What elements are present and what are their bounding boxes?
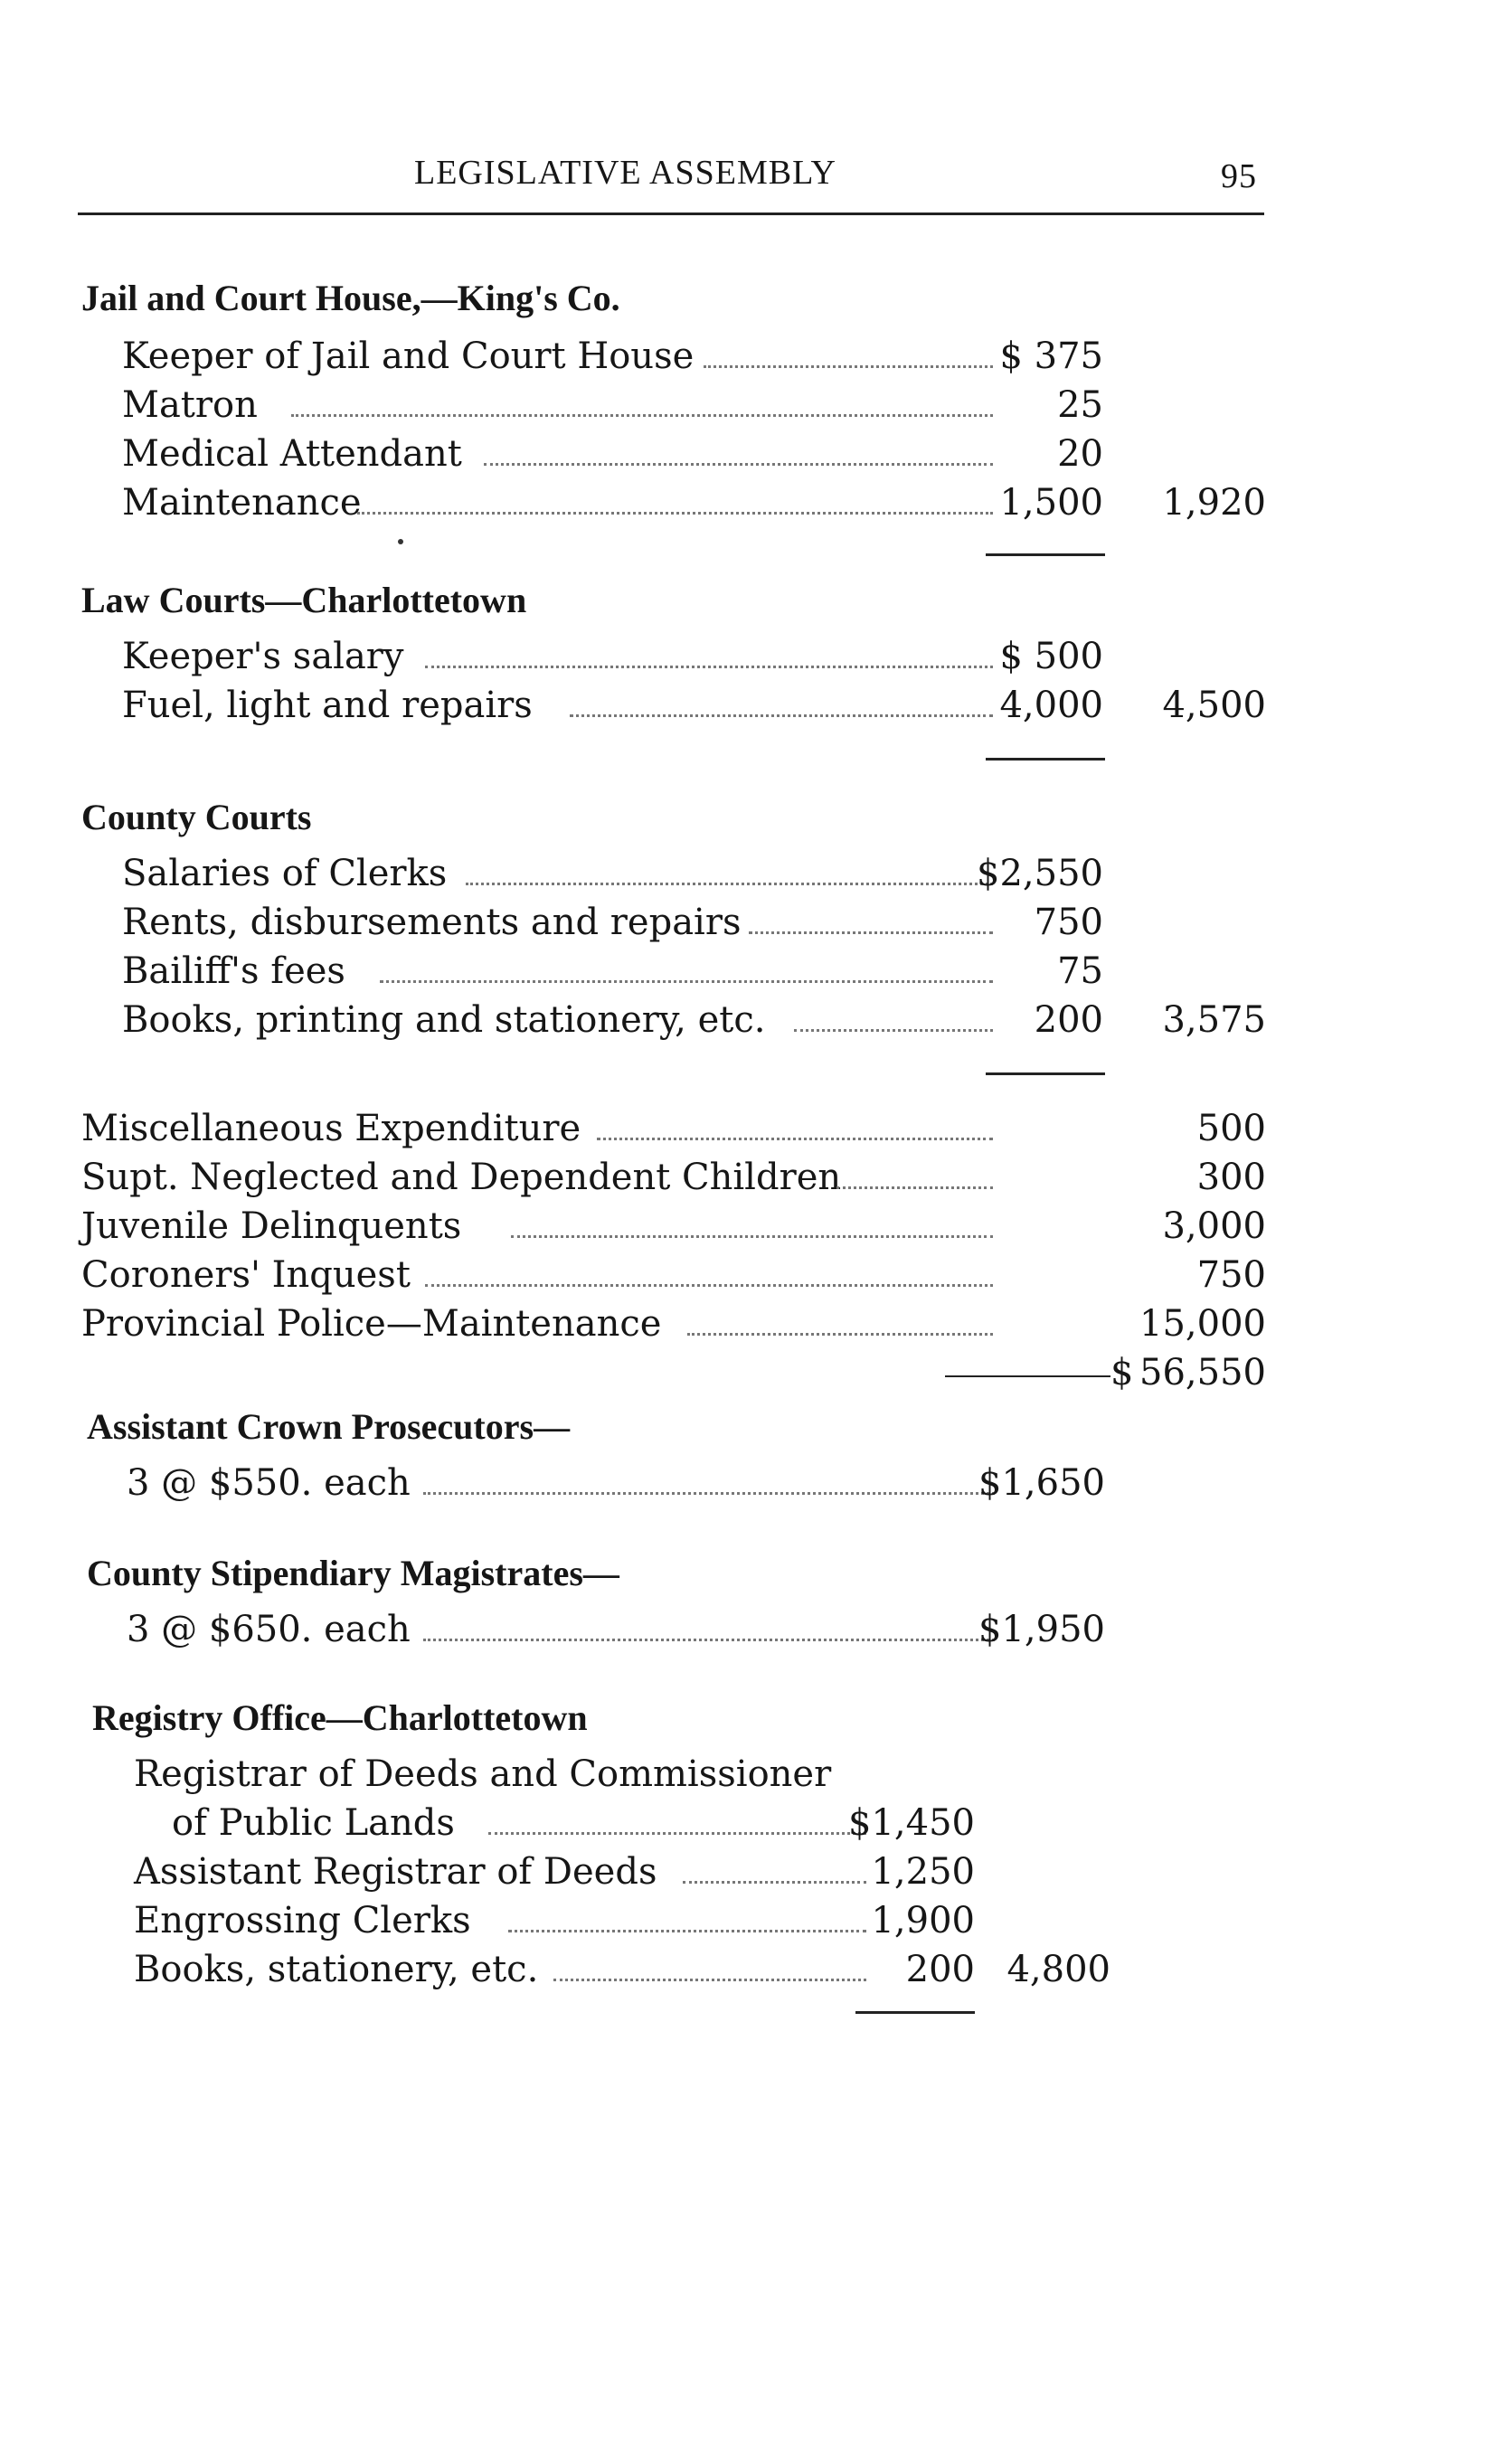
item-label: Rents, disbursements and repairs (122, 902, 742, 943)
section-heading: Registry Office—Charlottetown (92, 1697, 588, 1738)
subtotal-rule (986, 758, 1105, 761)
stray-dot (398, 539, 403, 544)
misc-label: Provincial Police—Maintenance (81, 1303, 662, 1345)
item-label: Registrar of Deeds and Commissioner (134, 1753, 832, 1795)
leader-dots (687, 1333, 993, 1336)
subtotal-rule (986, 1072, 1105, 1075)
section-heading: Law Courts—Charlottetown (81, 580, 527, 620)
item-label: Assistant Registrar of Deeds (134, 1851, 657, 1893)
leader-dots (553, 1979, 866, 1981)
item-label: Fuel, light and repairs (122, 685, 533, 726)
section-total: 4,500 (1162, 685, 1266, 726)
misc-label: Supt. Neglected and Dependent Children (81, 1157, 842, 1198)
page-number: 95 (1221, 157, 1257, 195)
misc-amount: 15,000 (1139, 1303, 1266, 1345)
misc-label: Miscellaneous Expenditure (81, 1108, 581, 1149)
leader-dots (291, 414, 993, 417)
misc-amount: 750 (1196, 1254, 1266, 1296)
leader-dots (488, 1832, 866, 1835)
item-label: Engrossing Clerks (134, 1900, 471, 1942)
item-label-continued: of Public Lands (172, 1802, 455, 1844)
misc-label: Coroners' Inquest (81, 1254, 411, 1296)
item-amount: 1,900 (871, 1900, 975, 1942)
item-label: Salaries of Clerks (122, 853, 448, 894)
leader-dots (749, 931, 993, 934)
leader-dots (466, 883, 993, 885)
item-amount: 4,000 (999, 685, 1103, 726)
leader-dots (508, 1930, 866, 1932)
leader-dots (570, 714, 993, 717)
section-heading: County Courts (81, 797, 312, 837)
section-heading: Jail and Court House,—King's Co. (81, 278, 620, 318)
item-amount: $1,450 (848, 1802, 975, 1844)
grand-total-prefix: $ (1110, 1352, 1134, 1394)
total-dash (945, 1375, 1110, 1377)
section-total: 3,575 (1162, 999, 1266, 1041)
item-amount: 1,500 (999, 482, 1103, 524)
leader-dots (511, 1235, 993, 1238)
leader-dots (836, 1186, 993, 1189)
item-amount: 20 (1057, 433, 1103, 475)
item-amount: 750 (1034, 902, 1103, 943)
grand-total-amount: 56,550 (1139, 1352, 1266, 1394)
item-label: Matron (122, 384, 258, 426)
item-label: Books, stationery, etc. (134, 1949, 539, 1990)
item-amount: $2,550 (977, 853, 1103, 894)
leader-dots (425, 666, 993, 668)
misc-label: Juvenile Delinquents (81, 1205, 462, 1247)
misc-amount: 500 (1196, 1108, 1266, 1149)
section-heading: Assistant Crown Prosecutors— (87, 1406, 571, 1447)
leader-dots (423, 1492, 995, 1495)
subtotal-rule (855, 2011, 975, 2014)
section-total: 1,920 (1162, 482, 1266, 524)
item-amount: $1,650 (978, 1462, 1105, 1504)
item-label: Keeper of Jail and Court House (122, 335, 695, 377)
misc-amount: 3,000 (1162, 1205, 1266, 1247)
item-amount: 25 (1057, 384, 1103, 426)
item-label: Keeper's salary (122, 636, 404, 677)
header-rule (78, 213, 1264, 215)
item-amount: 200 (905, 1949, 975, 1990)
item-label: Books, printing and stationery, etc. (122, 999, 766, 1041)
item-label: 3 @ $650. each (127, 1609, 411, 1650)
item-amount: $ 500 (999, 636, 1103, 677)
item-amount: $ 375 (999, 335, 1103, 377)
section-heading: County Stipendiary Magistrates— (87, 1553, 619, 1593)
leader-dots (425, 1284, 993, 1287)
running-header: LEGISLATIVE ASSEMBLY (414, 154, 836, 192)
item-amount: 1,250 (871, 1851, 975, 1893)
item-amount: 200 (1034, 999, 1103, 1041)
item-label: Medical Attendant (122, 433, 462, 475)
misc-amount: 300 (1196, 1157, 1266, 1198)
item-amount: $1,950 (978, 1609, 1105, 1650)
leader-dots (357, 512, 993, 515)
leader-dots (484, 463, 993, 466)
item-amount: 75 (1057, 950, 1103, 992)
item-label: Maintenance (122, 482, 362, 524)
leader-dots (423, 1639, 995, 1641)
section-total: 4,800 (1006, 1949, 1110, 1990)
leader-dots (704, 365, 993, 368)
item-label: Bailiff's fees (122, 950, 345, 992)
leader-dots (597, 1138, 993, 1140)
leader-dots (380, 980, 993, 983)
item-label: 3 @ $550. each (127, 1462, 411, 1504)
subtotal-rule (986, 553, 1105, 556)
